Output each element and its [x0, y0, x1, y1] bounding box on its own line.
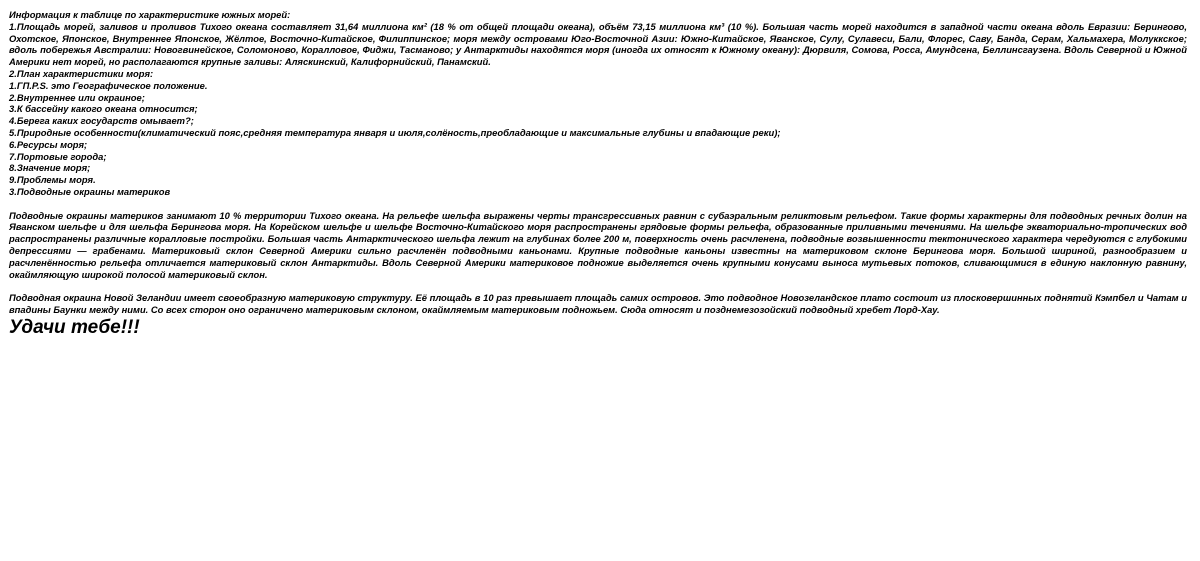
plan-list	[9, 80, 1187, 186]
closing-wish: Удачи тебе!!!	[9, 316, 140, 338]
plan-item: 7.Портовые города;	[9, 150, 107, 162]
plan-title: 2.План характеристики моря:	[9, 67, 154, 79]
plan-item: 4.Берега каких государств омывает?;	[9, 115, 194, 127]
section-heading: 3.Подводные окраины материков	[9, 185, 171, 197]
document-body	[9, 9, 1187, 339]
blank-line	[9, 280, 1187, 292]
plan-item: 5.Природные особенности(климатический пояс,средняя температура января и июля,солёность,преобладающие и максимальные глубины и впадающие реки);	[9, 126, 781, 138]
plan-item: 2.Внутреннее или окраиное;	[9, 91, 145, 103]
blank-line	[9, 198, 1187, 210]
document-title: Информация к таблице по характеристике южных морей:	[9, 9, 291, 20]
continental-margins-paragraph: Подводные окраины материков занимают 10 % территории Тихого океана. На рельефе шельфа выражены черты трансгрессивных равнин с субаэральным реликтовым рельефом. Такие формы характерны для подводных речных долин на Яванском шельфе и для шельфа Берингова моря. На Корейском шельфе и шельфе Восточно-Китайского моря распространены грядовые формы рельефа, образованные приливными течениями. На шельфе экваториально-тропических вод распространены различные коралловые постройки. Большая часть Антарктического шельфа лежит на глубинах более 200 м, поверхность очень расчленена, подводные возвышенности тектонического характера чередуются с глубокими депрессиями — грабенами. Материковый склон Северной Америки сильно расчленён подводными каньонами. Крупные подводные каньоны известны на материковом склоне Берингова моря. Большой шириной, разнообразием и расчленённостью рельефа отличается материковый склон Антарктиды. Вдоль Северной Америки материковое подножие выделяется очень крупными конусами выноса мутьевых потоков, сливающимися в единую наклонную равнину, окаймляющую широкой полосой материковый склон.	[9, 209, 1187, 280]
plan-item: 9.Проблемы моря.	[9, 174, 96, 186]
plan-item: 3.К бассейну какого океана относится;	[9, 103, 198, 115]
plan-item: 6.Ресурсы моря;	[9, 138, 88, 150]
plan-item: 1.ГП.P.S. это Географическое положение.	[9, 79, 208, 91]
new-zealand-paragraph: Подводная окраина Новой Зеландии имеет своеобразную материковую структуру. Её площадь в 10 раз превышает площадь самих островов. Это подводное Новозеландское плато состоит из плосковершинных поднятий Кэмпбел и Чатам и впадины Баунки между ними. Со всех сторон оно ограничено материковым склоном, окаймляемым материковым подножьем. Сюда относят и позднемезозойский подводный хребет Лорд-Хау.	[9, 292, 1187, 315]
plan-item: 8.Значение моря;	[9, 162, 91, 174]
intro-paragraph: 1.Площадь морей, заливов и проливов Тихого океана составляет 31,64 миллиона км² (18 % от общей площади океана), объём 73,15 миллиона км³ (10 %). Большая часть морей находится в западной части океана вдоль Евразии: Берингово, Охотское, Японское, Внутреннее Японское, Жёлтое, Восточно-Китайское, Филиппинское; моря между островами Юго-Восточной Азии: Южно-Китайское, Яванское, Сулу, Сулавеси, Бали, Флорес, Саву, Банда, Серам, Хальмахера, Молуккское; вдоль побережья Австралии: Новогвинейское, Соломоново, Коралловое, Фиджи, Тасманово; у Антарктиды находятся моря (иногда их относят к Южному океану): Дюрвиля, Сомова, Росса, Амундсена, Беллинсгаузена. Вдоль Северной и Южной Америки нет морей, но располагаются крупные заливы: Аляскинский, Калифорнийский, Панамский.	[9, 20, 1187, 68]
